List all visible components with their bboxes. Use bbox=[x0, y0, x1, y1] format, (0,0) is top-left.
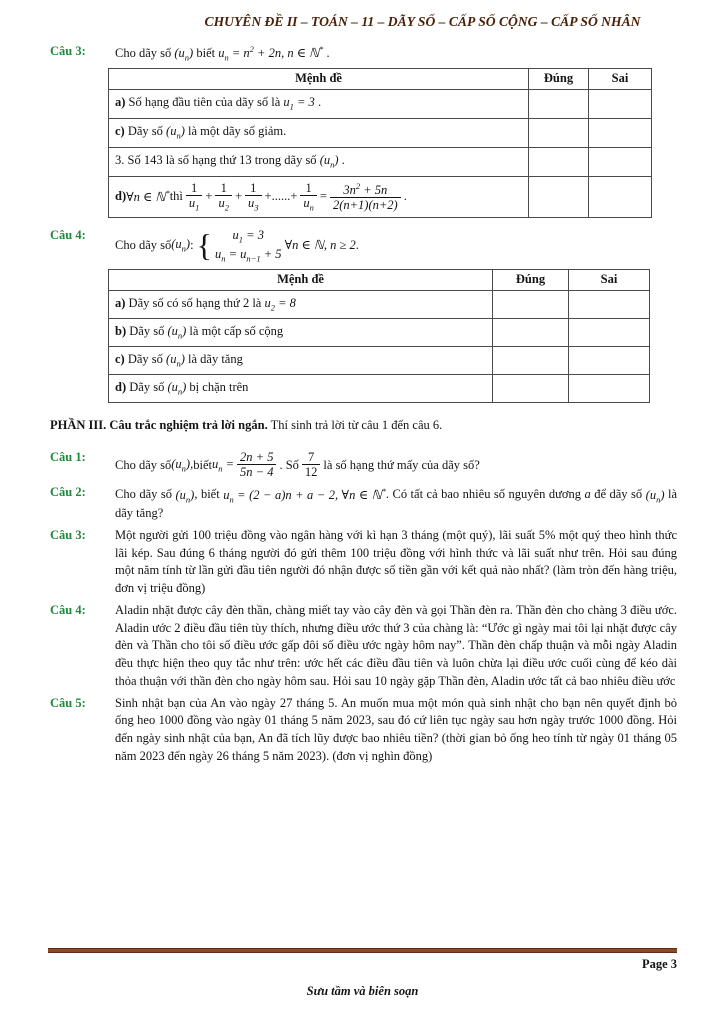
fraction: $\frac{2n + 5}{5n - 4}$ bbox=[237, 450, 276, 479]
question-label: Câu 5: bbox=[50, 695, 86, 710]
question-text: Cho dãy số $(u_n)$, biết $u_n = (2 - a)n + a - 2$, ∀n ∈ ℕ*. Có tất cả bao nhiêu số nguyên dương a để dãy số $(u_n)$ là dãy tăng? bbox=[115, 485, 678, 521]
math-formula: $u_n = (2 - a)n + a - 2$, ∀n ∈ ℕ* bbox=[223, 485, 386, 505]
question-text bbox=[115, 227, 677, 265]
table-header-row bbox=[109, 68, 652, 89]
footer-credit: Sưu tầm và biên soạn bbox=[306, 984, 419, 998]
table-row bbox=[109, 290, 650, 318]
answer-cell-true bbox=[529, 89, 589, 118]
answer-cell-true bbox=[529, 176, 589, 217]
math-var-a: a bbox=[584, 487, 591, 502]
question-cau3-part2 bbox=[50, 43, 677, 64]
statement-cell bbox=[109, 176, 529, 217]
question-label: Câu 4: bbox=[50, 227, 86, 242]
statement-cell: c) Dãy số $(u_n)$ là dãy tăng bbox=[109, 346, 493, 374]
system-condition: ∀n ∈ ℕ, n ≥ 2 bbox=[284, 237, 356, 252]
answer-cell-false bbox=[569, 290, 650, 318]
math-un: $(u_n)$ bbox=[174, 46, 194, 63]
math-un: $(u_n)$ bbox=[319, 153, 339, 170]
col-header-true: Đúng bbox=[529, 68, 589, 89]
table-row bbox=[109, 118, 652, 147]
math-formula: $u_2 = 8$ bbox=[264, 295, 296, 313]
equation-system bbox=[197, 227, 282, 265]
page-number: Page 3 bbox=[641, 957, 677, 971]
table-row bbox=[109, 346, 650, 374]
statement-cell: a) Số hạng đầu tiên của dãy số là $u_1 = 3$ . bbox=[109, 89, 529, 118]
answer-cell-false bbox=[569, 374, 650, 402]
col-header-false: Sai bbox=[589, 68, 652, 89]
fraction: $\frac{7}{12}$ bbox=[302, 450, 321, 479]
answer-cell-false bbox=[589, 147, 652, 176]
question-label: Câu 2: bbox=[50, 485, 86, 500]
answer-cell-true bbox=[493, 346, 569, 374]
math-un: $(u_n)$, bbox=[171, 456, 194, 474]
fraction: $\frac{1}{u_3}$ bbox=[245, 181, 262, 213]
system-brace: { bbox=[196, 227, 212, 264]
table-row bbox=[109, 176, 652, 217]
question-label: Câu 1: bbox=[50, 450, 86, 465]
answer-cell-true bbox=[493, 290, 569, 318]
answer-cell-true bbox=[529, 118, 589, 147]
math-un: $(u_n)$ bbox=[171, 237, 191, 254]
math-un: $(u_n)$ bbox=[175, 487, 195, 505]
table-row bbox=[109, 147, 652, 176]
math-un: $(u_n)$ bbox=[166, 124, 185, 141]
question-cau4-part2 bbox=[50, 227, 677, 265]
statement-cell: b) Dãy số $(u_n)$ là một cấp số cộng bbox=[109, 318, 493, 346]
answer-cell-false bbox=[589, 89, 652, 118]
answer-cell-false bbox=[589, 176, 652, 217]
math-formula: $u_n$ = bbox=[211, 456, 235, 474]
question-cau3-part3 bbox=[50, 527, 677, 598]
statement-cell: 3. Số 143 là số hạng thứ 13 trong dãy số $(u_n)$ . bbox=[109, 147, 529, 176]
question-text: Cho dãy số $(u_n)$, biết $u_n$ = $\frac{2n + 5}{5n - 4}$ . Số $\frac{7}{12}$ là số hạng thứ mấy của dãy số? bbox=[115, 450, 480, 480]
statement-cell: c) Dãy số $(u_n)$ là một dãy số giảm. bbox=[109, 118, 529, 147]
true-false-table-cau3 bbox=[108, 68, 652, 218]
col-header-statement: Mệnh đề bbox=[109, 68, 529, 89]
system-line-1: $u_1 = 3$ bbox=[232, 227, 264, 245]
question-text: Sinh nhật bạn của An vào ngày 27 tháng 5. An muốn mua một món quà sinh nhật cho bạn nên quyết định bỏ ống heo 1000 đồng vào ngày 01 tháng 5 năm 2023, sau đó cứ liên tục ngày sau hơn ngày trước 1000 đồng. Hỏi đến ngày sinh nhật của bạn, An đã tích lũy được bao nhiêu tiền? (thời gian bỏ ống heo tính từ ngày 01 tháng 05 năm 2023 đến ngày 26 tháng 5 năm 2023). (đơn vị nghìn đồng) bbox=[115, 695, 677, 763]
answer-cell-false bbox=[569, 346, 650, 374]
col-header-statement: Mệnh đề bbox=[109, 269, 493, 290]
table-row bbox=[109, 89, 652, 118]
part3-heading-rest: Thí sinh trả lời từ câu 1 đến câu 6. bbox=[267, 417, 443, 432]
recurrence-definition: Cho dãy số $(u_n)$ : { $u_1 = 3$ $u_n = u_{n-1} + 5$ ∀n ∈ ℕ, n ≥ 2 . bbox=[115, 227, 359, 264]
part3-heading-bold: PHẦN III. Câu trắc nghiệm trả lời ngắn. bbox=[50, 417, 268, 432]
math-sum-formula: d) ∀n ∈ ℕ* thì $\frac{1}{u_1}$ + $\frac{1}{u_2}$ + $\frac{1}{u_3}$ +......+ $\frac{1}{u_n}$ = $\frac{3n^2 + 5n}{2(n+1)(n+2)}$ . bbox=[115, 180, 407, 213]
answer-cell-false bbox=[589, 118, 652, 147]
table-row bbox=[109, 318, 650, 346]
fraction: $\frac{1}{u_n}$ bbox=[300, 181, 317, 213]
statement-cell: d) Dãy số $(u_n)$ bị chặn trên bbox=[109, 374, 493, 402]
question-cau1-part3 bbox=[50, 449, 677, 480]
answer-cell-true bbox=[493, 318, 569, 346]
math-un: $(u_n)$ bbox=[166, 351, 185, 369]
question-cau4-part3 bbox=[50, 602, 677, 691]
question-label: Câu 3: bbox=[50, 44, 86, 58]
fraction: $\frac{3n^2 + 5n}{2(n+1)(n+2)}$ bbox=[330, 182, 401, 212]
question-text: Một người gửi 100 triệu đồng vào ngân hàng với kì hạn 3 tháng (một quý), lãi suất 5% một quý theo hình thức lãi kép. Sau đúng 6 tháng người đó gửi thêm 100 triệu đồng với hình thức và lãi suất như trên. Hỏi sau đúng một năm tính từ lần gửi đầu tiên người đó nhận được số tiền gần với kết quả nào nhất? (làm tròn đến hàng triệu, đơn vị triệu đồng) bbox=[115, 527, 677, 596]
math-un: $(u_n)$ bbox=[167, 379, 187, 397]
true-false-table-cau4 bbox=[108, 269, 650, 403]
col-header-false: Sai bbox=[569, 269, 650, 290]
answer-cell-true bbox=[493, 374, 569, 402]
answer-cell-true bbox=[529, 147, 589, 176]
fraction: $\frac{1}{u_2}$ bbox=[215, 181, 232, 213]
question-label: Câu 3: bbox=[50, 527, 86, 542]
table-row bbox=[109, 374, 650, 402]
col-header-true: Đúng bbox=[493, 269, 569, 290]
system-line-2: $u_n = u_{n-1} + 5$ bbox=[214, 246, 282, 264]
math-formula: $u_1 = 3$ bbox=[283, 95, 315, 112]
question-label: Câu 4: bbox=[50, 602, 86, 617]
math-formula: $u_n = n^2 + 2n$, n ∈ ℕ* bbox=[218, 44, 324, 63]
part3-heading bbox=[50, 417, 677, 435]
math-un: $(u_n)$ bbox=[167, 323, 187, 341]
table-header-row bbox=[109, 269, 650, 290]
document-title: CHUYÊN ĐỀ II – TOÁN – 11 – DÃY SỐ – CẤP SỐ CỘNG – CẤP SỐ NHÂN bbox=[204, 14, 641, 29]
question-cau5-part3 bbox=[50, 695, 677, 766]
answer-cell-false bbox=[569, 318, 650, 346]
math-un: $(u_n)$ bbox=[645, 487, 665, 505]
fraction: $\frac{1}{u_1}$ bbox=[186, 181, 203, 213]
question-text: Cho dãy số $(u_n)$ biết $u_n = n^2 + 2n$, n ∈ ℕ* . bbox=[115, 44, 330, 63]
question-cau2-part3 bbox=[50, 484, 677, 522]
footer-divider-rule bbox=[48, 948, 677, 953]
question-text: Aladin nhặt được cây đèn thần, chàng miết tay vào cây đèn và gọi Thần đèn ra. Thần đèn cho chàng 3 điều ước. Aladin ước 2 điều đầu tiên tùy thích, nhưng điều ước thứ 3 của chàng là: “Ước gì ngày mai tôi lại nhặt được cây đèn và Thần cho tôi số điều ước gấp đôi số điều ước ngày hôm nay”. Thần đèn chấp thuận và mỗi ngày Aladin đều thực hiện theo quy tắc như trên: ước hết các điều đầu tiên và luôn chừa lại điều ước cuối cùng để kéo dài thỏa thuận với thần đèn cho ngày hôm sau. Hỏi sau 10 ngày gặp Thần đèn, Aladin ước tất cả bao nhiêu điều ước bbox=[115, 602, 677, 688]
statement-cell: a) Dãy số có số hạng thứ 2 là $u_2 = 8$ bbox=[109, 290, 493, 318]
